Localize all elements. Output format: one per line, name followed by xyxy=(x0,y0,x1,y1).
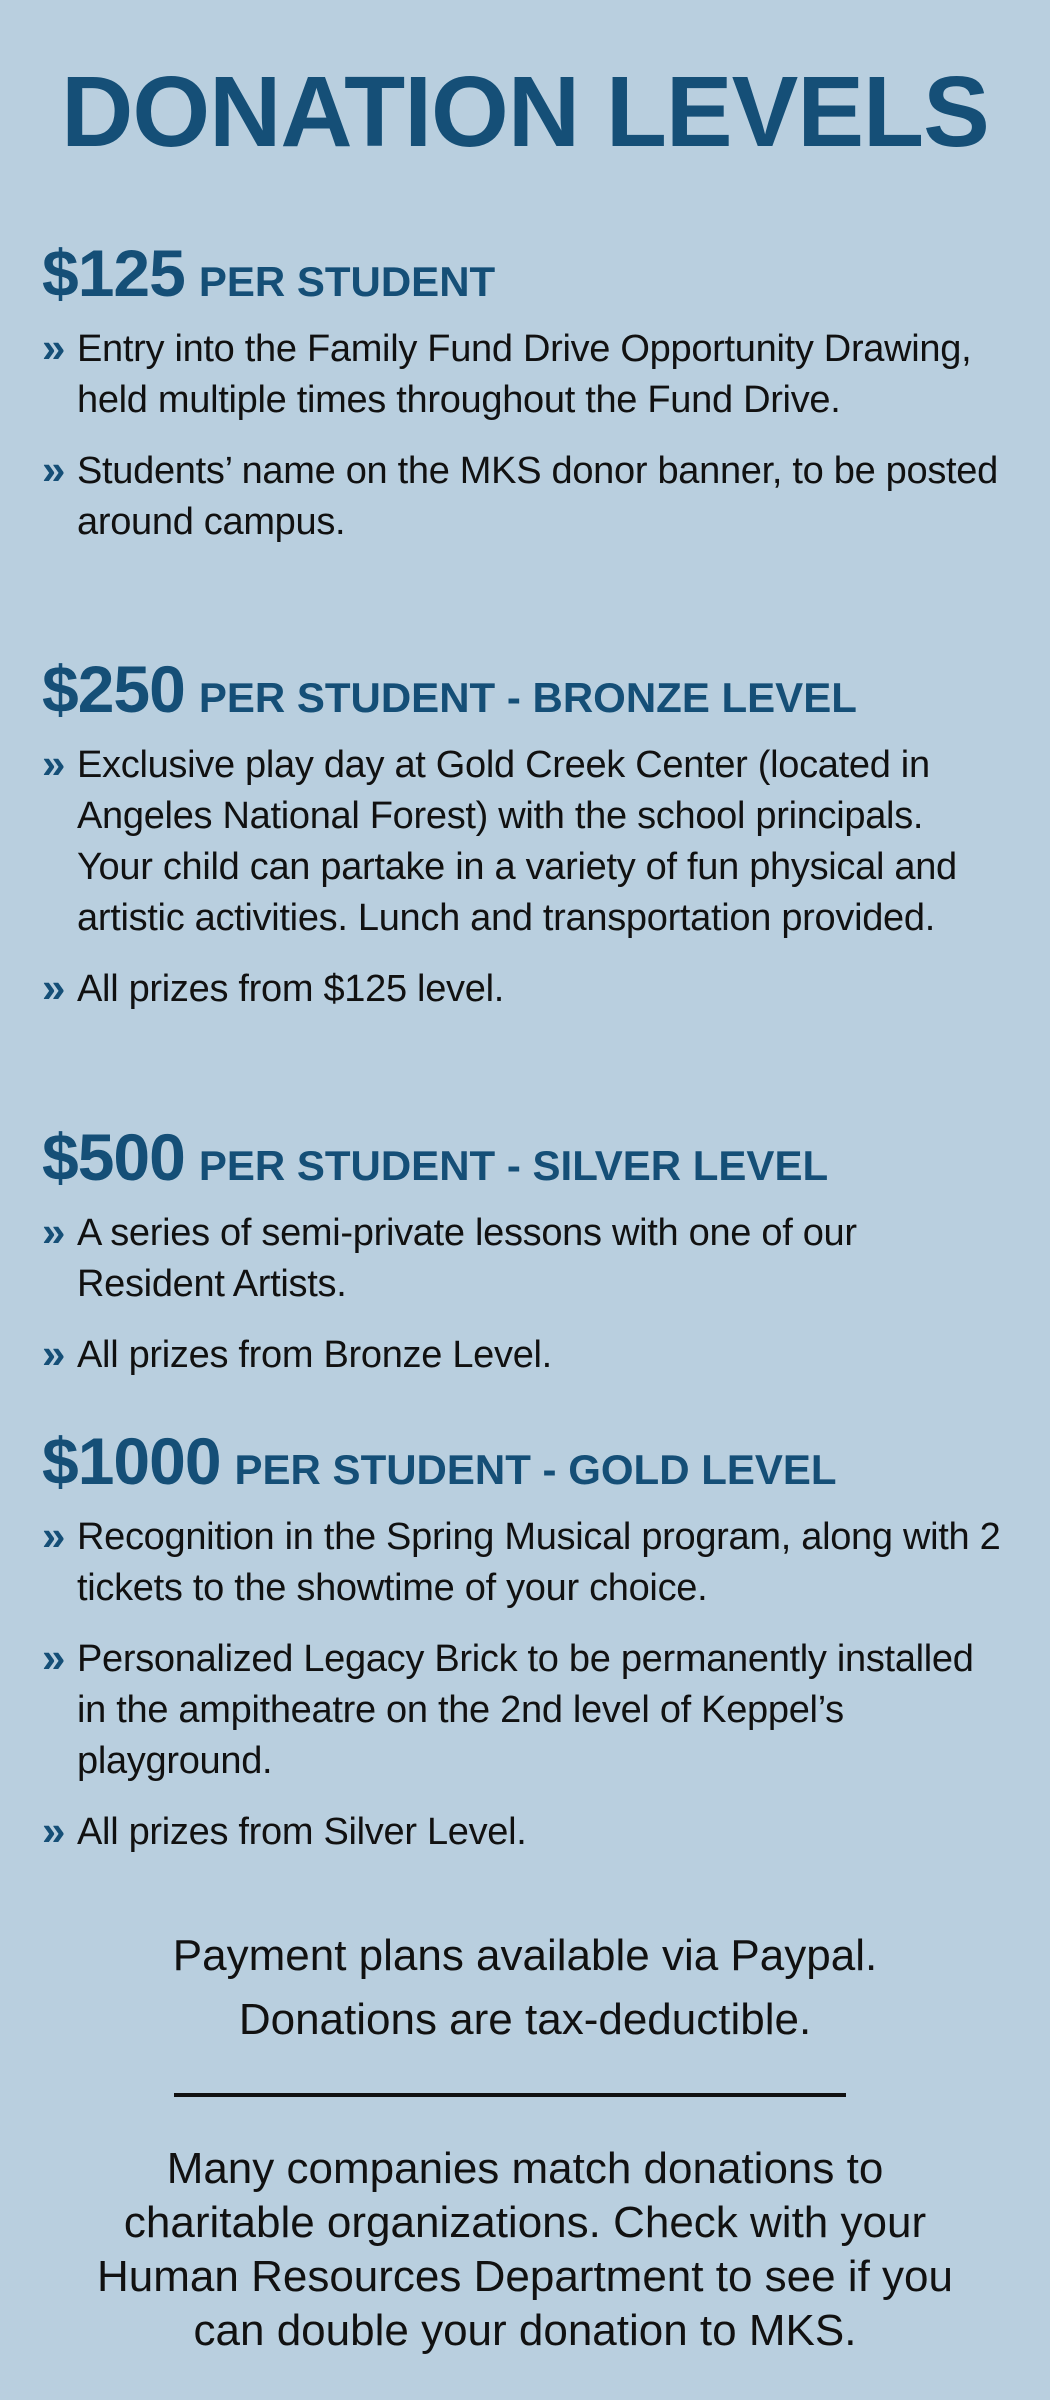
benefit-item xyxy=(42,446,1002,548)
benefit-text: Exclusive play day at Gold Creek Center (located in Angeles National Forest) with the school principals. Your child can partake in a variety of fun physical and artistic activities. Lunch and transportation provided. xyxy=(77,744,957,939)
benefit-text: Personalized Legacy Brick to be permanently installed in the ampitheatre on the 2nd level of Keppel’s playground. xyxy=(77,1638,974,1782)
divider xyxy=(174,2093,846,2097)
benefit-text: Recognition in the Spring Musical program, along with 2 tickets to the showtime of your choice. xyxy=(77,1516,1001,1609)
double-chevron-right-icon: » xyxy=(42,964,66,1011)
benefit-item xyxy=(42,964,1002,1015)
benefit-item xyxy=(42,1634,1002,1787)
benefit-item xyxy=(42,324,1002,426)
level-heading xyxy=(42,1120,1002,1194)
benefit-text: All prizes from Silver Level. xyxy=(77,1811,527,1853)
level-label: PER STUDENT - SILVER LEVEL xyxy=(198,1142,829,1189)
level-label: PER STUDENT - GOLD LEVEL xyxy=(234,1446,837,1493)
payment-note-line: Donations are tax-deductible. xyxy=(238,1995,812,2044)
benefit-list xyxy=(42,324,1002,548)
level-500-silver xyxy=(42,1120,1002,1401)
benefit-item xyxy=(42,1330,1002,1381)
benefit-list xyxy=(42,740,1002,1015)
double-chevron-right-icon: » xyxy=(42,324,66,371)
level-heading xyxy=(42,1424,1002,1498)
page-title: DONATION LEVELS xyxy=(61,56,989,168)
matching-note-line: can double your donation to MKS. xyxy=(193,2306,857,2355)
level-125 xyxy=(42,236,1002,568)
level-amount: $1000 xyxy=(42,1424,221,1498)
double-chevron-right-icon: » xyxy=(42,446,66,493)
matching-note-line: Many companies match donations to xyxy=(166,2144,884,2193)
payment-note-line: Payment plans available via Paypal. xyxy=(172,1931,878,1980)
double-chevron-right-icon: » xyxy=(42,1634,66,1681)
level-heading xyxy=(42,236,1002,310)
benefit-text: A series of semi-private lessons with one of our Resident Artists. xyxy=(77,1212,857,1305)
double-chevron-right-icon: » xyxy=(42,740,66,787)
benefit-item xyxy=(42,1807,1002,1858)
level-amount: $500 xyxy=(42,1120,185,1194)
level-label: PER STUDENT xyxy=(198,258,496,305)
level-heading xyxy=(42,652,1002,726)
matching-note-line: Human Resources Department to see if you xyxy=(97,2252,953,2301)
benefit-text: All prizes from $125 level. xyxy=(77,968,504,1010)
benefit-text: Entry into the Family Fund Drive Opportunity Drawing, held multiple times throughout the Fund Drive. xyxy=(77,328,972,421)
payment-note xyxy=(0,1924,1050,2052)
benefit-item xyxy=(42,1208,1002,1310)
level-amount: $250 xyxy=(42,652,185,726)
matching-note-line: charitable organizations. Check with your xyxy=(123,2198,927,2247)
benefit-item xyxy=(42,1512,1002,1614)
double-chevron-right-icon: » xyxy=(42,1512,66,1559)
double-chevron-right-icon: » xyxy=(42,1330,66,1377)
benefit-text: Students’ name on the MKS donor banner, to be posted around campus. xyxy=(77,450,998,543)
level-label: PER STUDENT - BRONZE LEVEL xyxy=(198,674,857,721)
benefit-text: All prizes from Bronze Level. xyxy=(77,1334,552,1376)
level-1000-gold xyxy=(42,1424,1002,1878)
double-chevron-right-icon: » xyxy=(42,1807,66,1854)
level-250-bronze xyxy=(42,652,1002,1035)
benefit-item xyxy=(42,740,1002,944)
benefit-list xyxy=(42,1512,1002,1858)
level-amount: $125 xyxy=(42,236,185,310)
double-chevron-right-icon: » xyxy=(42,1208,66,1255)
benefit-list xyxy=(42,1208,1002,1381)
matching-note xyxy=(0,2142,1050,2358)
